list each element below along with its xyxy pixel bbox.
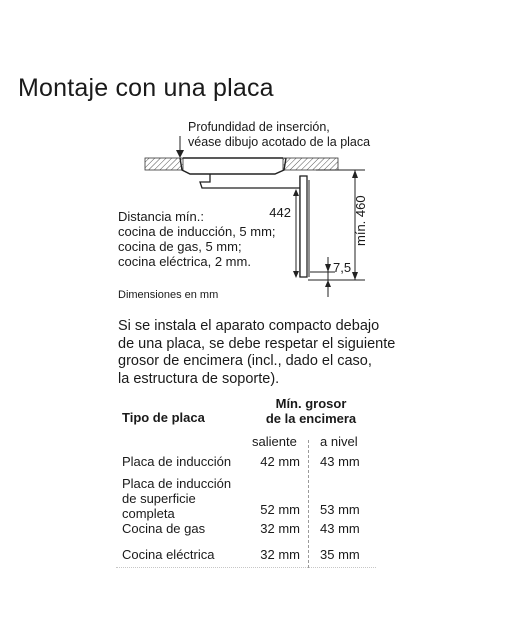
thickness-table [116, 392, 376, 572]
worktop-left [145, 158, 183, 170]
dim-460: mín. 460 [353, 195, 368, 246]
table-row-protruding: 52 mm [260, 502, 300, 517]
table-row-flush: 35 mm [320, 547, 360, 562]
dim-442: 442 [269, 205, 291, 220]
table-row-type: Placa de inducción [122, 454, 232, 469]
worktop-right [283, 158, 338, 170]
col-thickness-header: Mín. grosor de la encimera [265, 396, 357, 426]
page-title: Montaje con una placa [18, 74, 274, 102]
column-divider [308, 440, 309, 568]
table-row-protruding: 32 mm [260, 547, 300, 562]
sub-flush: a nivel [320, 434, 358, 449]
min-distance-label: Distancia mín.: cocina de inducción, 5 mm; cocina de gas, 5 mm; cocina eléctrica, 2 mm. [118, 209, 276, 269]
table-row-flush: 43 mm [320, 521, 360, 536]
table-row-type: Placa de inducción de superficie completa [122, 476, 232, 521]
dimensions-note: Dimensiones en mm [118, 289, 219, 301]
sub-protruding: saliente [252, 434, 297, 449]
table-bottom-rule [116, 567, 376, 568]
appliance-outline [200, 174, 300, 188]
hob-outline [180, 158, 286, 174]
table-row-flush: 43 mm [320, 454, 360, 469]
col-type-header: Tipo de placa [122, 410, 205, 425]
dim-7-5: 7,5 [333, 260, 352, 275]
table-row-flush: 53 mm [320, 502, 360, 517]
intro-paragraph: Si se instala el aparato compacto debajo de una placa, se debe respetar el siguiente grosor de encimera (incl., dado el caso, la estructura de soporte). [118, 318, 396, 387]
table-row-protruding: 42 mm [260, 454, 300, 469]
appliance-front [300, 176, 307, 277]
table-row-protruding: 32 mm [260, 521, 300, 536]
table-row-type: Cocina eléctrica [122, 547, 215, 562]
table-row-type: Cocina de gas [122, 521, 206, 536]
insertion-depth-label: Profundidad de inserción, véase dibujo acotado de la placa [188, 120, 371, 149]
